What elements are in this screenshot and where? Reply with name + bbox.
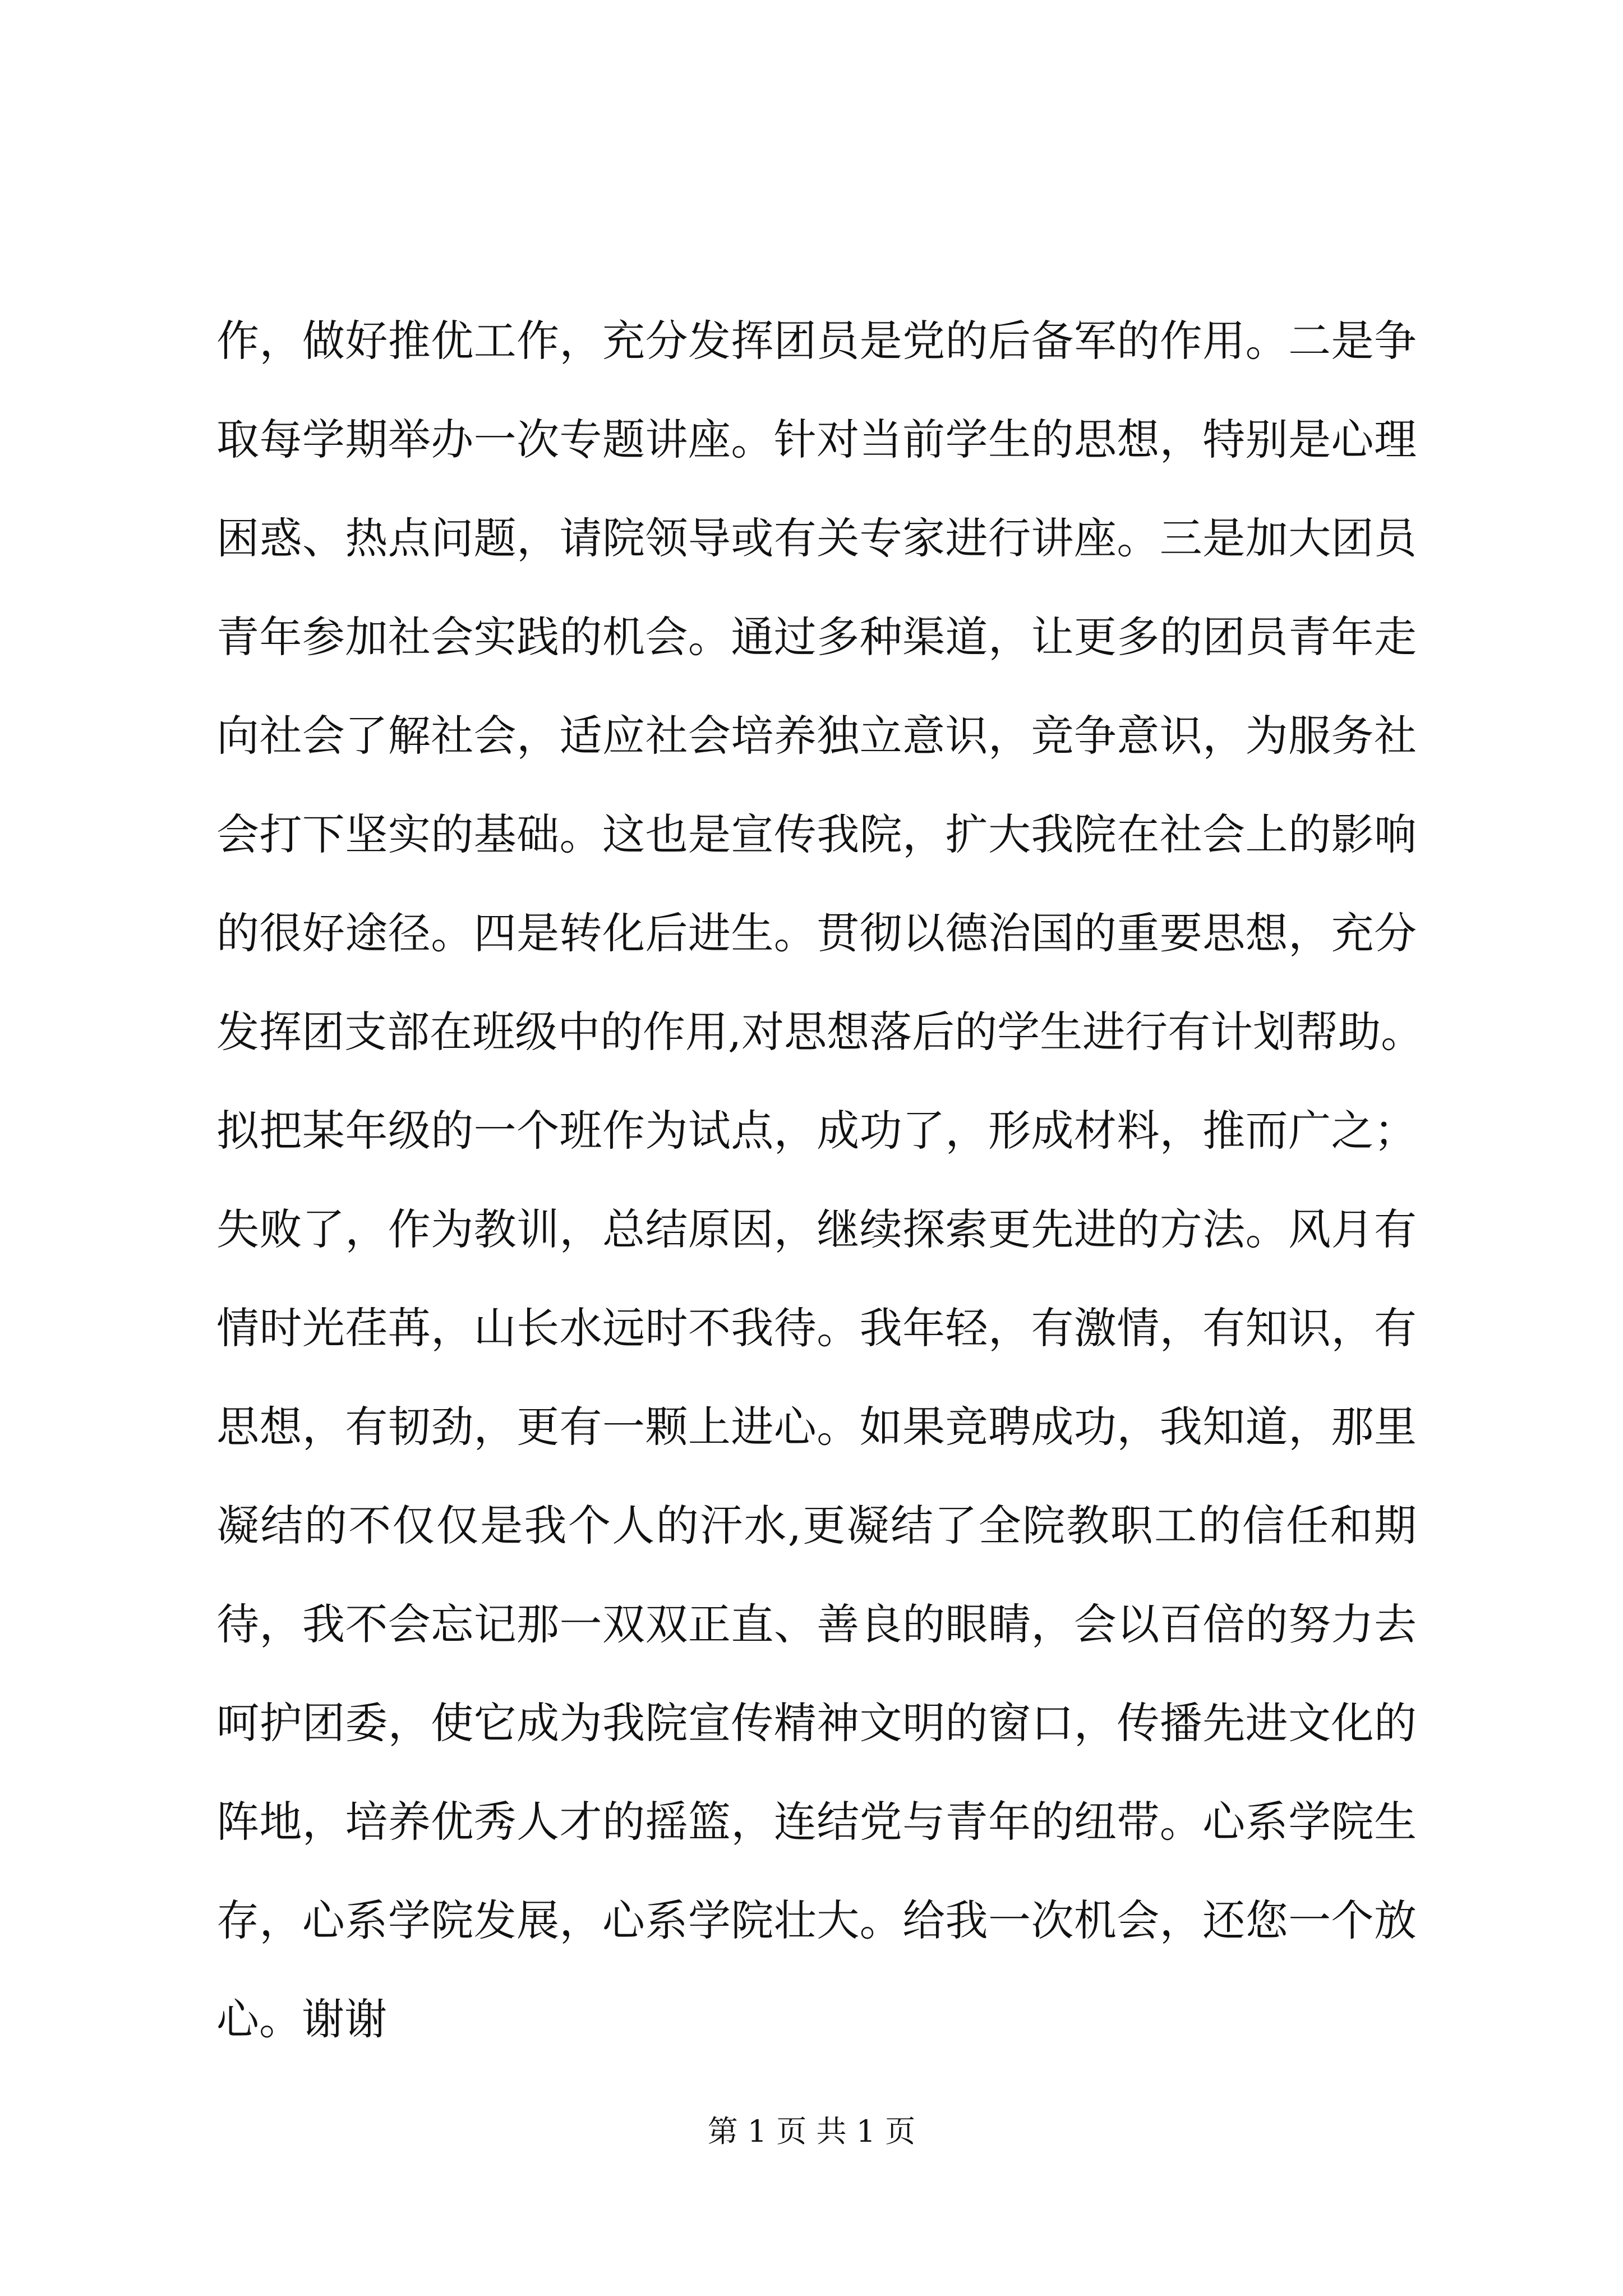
text-line: 思想，有韧劲，更有一颗上进心。如果竞聘成功，我知道，那里 <box>216 1402 1417 1452</box>
page-number-label: 第 1 页 共 1 页 <box>707 2114 916 2149</box>
text-line: 呵护团委，使它成为我院宣传精神文明的窗口，传播先进文化的 <box>216 1698 1417 1748</box>
text-line: 失败了，作为教训，总结原因，继续探索更先进的方法。风月有 <box>216 1204 1417 1254</box>
text-line: 青年参加社会实践的机会。通过多种渠道，让更多的团员青年走 <box>216 612 1417 662</box>
text-line: 待，我不会忘记那一双双正直、善良的眼睛，会以百倍的努力去 <box>216 1599 1417 1649</box>
body-text <box>216 292 1424 2069</box>
text-line: 的很好途径。四是转化后进生。贯彻以德治国的重要思想，充分 <box>216 908 1417 958</box>
text-line: 困惑、热点问题，请院领导或有关专家进行讲座。三是加大团员 <box>216 513 1417 563</box>
text-line: 拟把某年级的一个班作为试点，成功了，形成材料，推而广之； <box>216 1106 1417 1156</box>
text-line: 心。谢谢 <box>216 1994 387 2044</box>
text-line: 会打下坚实的基础。这也是宣传我院，扩大我院在社会上的影响 <box>216 809 1417 859</box>
text-line: 作，做好推优工作，充分发挥团员是党的后备军的作用。二是争 <box>216 316 1417 366</box>
text-line: 凝结的不仅仅是我个人的汗水,更凝结了全院教职工的信任和期 <box>216 1501 1417 1550</box>
text-line: 向社会了解社会，适应社会培养独立意识，竞争意识，为服务社 <box>216 711 1417 761</box>
text-line: 取每学期举办一次专题讲座。针对当前学生的思想，特别是心理 <box>216 415 1417 464</box>
text-line: 情时光荏苒，山长水远时不我待。我年轻，有激情，有知识，有 <box>216 1303 1417 1353</box>
text-line: 发挥团支部在班级中的作用,对思想落后的学生进行有计划帮助。 <box>216 1007 1424 1057</box>
page-footer <box>0 2109 1623 2154</box>
text-line: 存，心系学院发展，心系学院壮大。给我一次机会，还您一个放 <box>216 1895 1417 1945</box>
text-line: 阵地，培养优秀人才的摇篮，连结党与青年的纽带。心系学院生 <box>216 1797 1417 1847</box>
